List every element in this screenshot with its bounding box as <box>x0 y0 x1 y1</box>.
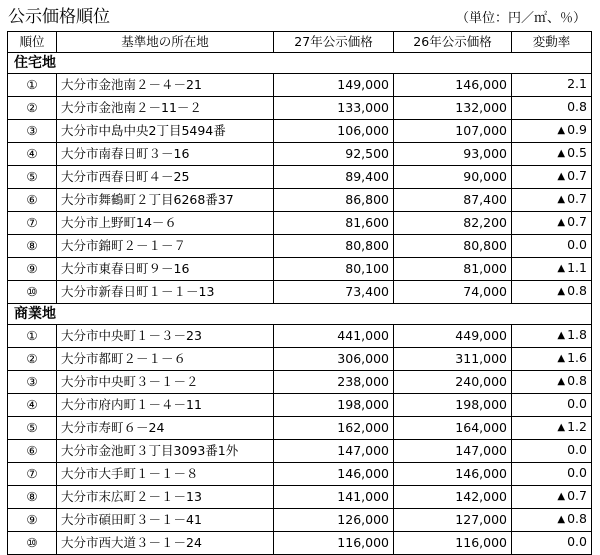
section-title: 住宅地 <box>8 53 592 74</box>
location-cell: 大分市金池町３丁目3093番1外 <box>57 440 274 463</box>
table-row <box>8 281 592 304</box>
location-cell: 大分市末広町２－１－13 <box>57 486 274 509</box>
rate-value: 0.7 <box>567 488 587 503</box>
section-row <box>8 53 592 74</box>
rate-cell <box>512 281 592 304</box>
table-row <box>8 166 592 189</box>
price-27-cell: 133,000 <box>274 97 394 120</box>
rate-cell <box>512 325 592 348</box>
price-27-cell: 92,500 <box>274 143 394 166</box>
price-26-cell: 81,000 <box>394 258 512 281</box>
rank-cell: ⑧ <box>8 486 57 509</box>
rate-value: 0.9 <box>567 122 587 137</box>
price-26-cell: 147,000 <box>394 440 512 463</box>
price-27-cell: 141,000 <box>274 486 394 509</box>
price-26-cell: 240,000 <box>394 371 512 394</box>
rate-cell <box>512 189 592 212</box>
location-cell: 大分市錦町２－１－７ <box>57 235 274 258</box>
location-cell: 大分市舞鶴町２丁目6268番37 <box>57 189 274 212</box>
location-cell: 大分市金池南２－11－２ <box>57 97 274 120</box>
price-26-cell: 311,000 <box>394 348 512 371</box>
rank-cell: ⑦ <box>8 463 57 486</box>
table-row <box>8 486 592 509</box>
rank-cell: ⑧ <box>8 235 57 258</box>
rate-value: 1.1 <box>567 260 587 275</box>
price-27-cell: 198,000 <box>274 394 394 417</box>
rate-cell <box>512 486 592 509</box>
location-cell: 大分市寿町６－24 <box>57 417 274 440</box>
table-row <box>8 235 592 258</box>
location-cell: 大分市上野町14－６ <box>57 212 274 235</box>
price-27-cell: 81,600 <box>274 212 394 235</box>
rank-cell: ① <box>8 74 57 97</box>
decline-triangle-icon: ▲ <box>557 514 566 525</box>
price-27-cell: 146,000 <box>274 463 394 486</box>
location-cell: 大分市大手町１－１－８ <box>57 463 274 486</box>
rate-cell <box>512 348 592 371</box>
location-cell: 大分市府内町１－４－11 <box>57 394 274 417</box>
decline-triangle-icon: ▲ <box>557 171 566 182</box>
table-row <box>8 258 592 281</box>
rate-cell <box>512 235 592 258</box>
price-27-cell: 238,000 <box>274 371 394 394</box>
decline-triangle-icon: ▲ <box>557 330 566 341</box>
location-cell: 大分市中島中央2丁目5494番 <box>57 120 274 143</box>
rate-value: 0.8 <box>567 511 587 526</box>
rank-cell: ⑩ <box>8 532 57 555</box>
price-27-cell: 73,400 <box>274 281 394 304</box>
rate-cell <box>512 143 592 166</box>
rate-value: 0.0 <box>567 396 587 411</box>
rate-value: 0.7 <box>567 191 587 206</box>
rate-cell <box>512 97 592 120</box>
location-cell: 大分市碩田町３－１－41 <box>57 509 274 532</box>
rate-value: 1.8 <box>567 327 587 342</box>
price-27-cell: 80,800 <box>274 235 394 258</box>
rate-cell <box>512 74 592 97</box>
decline-triangle-icon: ▲ <box>557 148 566 159</box>
price-26-cell: 146,000 <box>394 463 512 486</box>
decline-triangle-icon: ▲ <box>557 125 566 136</box>
rate-value: 0.0 <box>567 237 587 252</box>
rate-cell <box>512 258 592 281</box>
table-row <box>8 417 592 440</box>
table-row <box>8 348 592 371</box>
location-cell: 大分市金池南２－４－21 <box>57 74 274 97</box>
decline-triangle-icon: ▲ <box>557 491 566 502</box>
rank-cell: ③ <box>8 371 57 394</box>
price-26-cell: 87,400 <box>394 189 512 212</box>
decline-triangle-icon: ▲ <box>557 194 566 205</box>
header-price-26: 26年公示価格 <box>394 32 512 53</box>
rank-cell: ⑨ <box>8 258 57 281</box>
section-title: 商業地 <box>8 304 592 325</box>
rate-cell <box>512 463 592 486</box>
price-27-cell: 306,000 <box>274 348 394 371</box>
rate-value: 0.7 <box>567 168 587 183</box>
price-27-cell: 147,000 <box>274 440 394 463</box>
price-26-cell: 146,000 <box>394 74 512 97</box>
rate-value: 0.8 <box>567 283 587 298</box>
table-row <box>8 74 592 97</box>
rate-value: 1.6 <box>567 350 587 365</box>
location-cell: 大分市西春日町４－25 <box>57 166 274 189</box>
header-price-27: 27年公示価格 <box>274 32 394 53</box>
price-26-cell: 198,000 <box>394 394 512 417</box>
rank-cell: ④ <box>8 394 57 417</box>
rank-cell: ⑩ <box>8 281 57 304</box>
location-cell: 大分市中央町３－１－２ <box>57 371 274 394</box>
price-26-cell: 80,800 <box>394 235 512 258</box>
location-cell: 大分市東春日町９－16 <box>57 258 274 281</box>
table-row <box>8 371 592 394</box>
rate-cell <box>512 212 592 235</box>
price-27-cell: 86,800 <box>274 189 394 212</box>
price-26-cell: 74,000 <box>394 281 512 304</box>
table-row <box>8 463 592 486</box>
price-ranking-table <box>7 31 592 555</box>
rate-value: 1.2 <box>567 419 587 434</box>
rate-value: 0.7 <box>567 214 587 229</box>
table-row <box>8 189 592 212</box>
rank-cell: ⑥ <box>8 189 57 212</box>
rank-cell: ⑤ <box>8 166 57 189</box>
rank-cell: ⑦ <box>8 212 57 235</box>
table-row <box>8 97 592 120</box>
price-27-cell: 441,000 <box>274 325 394 348</box>
table-row <box>8 120 592 143</box>
rate-value: 0.0 <box>567 442 587 457</box>
rank-cell: ② <box>8 348 57 371</box>
location-cell: 大分市西大道３－１－24 <box>57 532 274 555</box>
price-26-cell: 142,000 <box>394 486 512 509</box>
unit-note: （単位：円／㎡、％） <box>455 11 586 26</box>
section-row <box>8 304 592 325</box>
price-26-cell: 90,000 <box>394 166 512 189</box>
table-row <box>8 440 592 463</box>
location-cell: 大分市新春日町１－１－13 <box>57 281 274 304</box>
decline-triangle-icon: ▲ <box>557 263 566 274</box>
header-rank: 順位 <box>8 32 57 53</box>
table-body <box>8 53 592 555</box>
rate-value: 2.1 <box>567 76 587 91</box>
rate-value: 0.0 <box>567 465 587 480</box>
price-26-cell: 107,000 <box>394 120 512 143</box>
table-row <box>8 325 592 348</box>
price-27-cell: 162,000 <box>274 417 394 440</box>
rate-cell <box>512 532 592 555</box>
rate-value: 0.8 <box>567 99 587 114</box>
header-location: 基準地の所在地 <box>57 32 274 53</box>
page-title: 公示価格順位 <box>8 7 110 27</box>
rank-cell: ② <box>8 97 57 120</box>
price-27-cell: 106,000 <box>274 120 394 143</box>
price-26-cell: 164,000 <box>394 417 512 440</box>
rate-cell <box>512 440 592 463</box>
price-26-cell: 127,000 <box>394 509 512 532</box>
decline-triangle-icon: ▲ <box>557 217 566 228</box>
decline-triangle-icon: ▲ <box>557 376 566 387</box>
location-cell: 大分市都町２－１－６ <box>57 348 274 371</box>
price-27-cell: 116,000 <box>274 532 394 555</box>
price-27-cell: 149,000 <box>274 74 394 97</box>
rank-cell: ④ <box>8 143 57 166</box>
table-row <box>8 509 592 532</box>
location-cell: 大分市南春日町３－16 <box>57 143 274 166</box>
rate-cell <box>512 417 592 440</box>
header-rate: 変動率 <box>512 32 592 53</box>
location-cell: 大分市中央町１－３－23 <box>57 325 274 348</box>
price-27-cell: 89,400 <box>274 166 394 189</box>
price-26-cell: 82,200 <box>394 212 512 235</box>
price-27-cell: 80,100 <box>274 258 394 281</box>
rank-cell: ⑥ <box>8 440 57 463</box>
rank-cell: ⑤ <box>8 417 57 440</box>
rate-cell <box>512 120 592 143</box>
header-row <box>8 32 592 53</box>
table-row <box>8 143 592 166</box>
table-row <box>8 394 592 417</box>
rate-cell <box>512 166 592 189</box>
table-row <box>8 212 592 235</box>
decline-triangle-icon: ▲ <box>557 286 566 297</box>
price-27-cell: 126,000 <box>274 509 394 532</box>
rate-value: 0.0 <box>567 534 587 549</box>
rate-cell <box>512 509 592 532</box>
table-row <box>8 532 592 555</box>
price-26-cell: 132,000 <box>394 97 512 120</box>
decline-triangle-icon: ▲ <box>557 353 566 364</box>
rate-value: 0.5 <box>567 145 587 160</box>
price-26-cell: 116,000 <box>394 532 512 555</box>
rate-value: 0.8 <box>567 373 587 388</box>
decline-triangle-icon: ▲ <box>557 422 566 433</box>
price-26-cell: 449,000 <box>394 325 512 348</box>
rate-cell <box>512 394 592 417</box>
rank-cell: ① <box>8 325 57 348</box>
rank-cell: ③ <box>8 120 57 143</box>
price-26-cell: 93,000 <box>394 143 512 166</box>
rank-cell: ⑨ <box>8 509 57 532</box>
rate-cell <box>512 371 592 394</box>
